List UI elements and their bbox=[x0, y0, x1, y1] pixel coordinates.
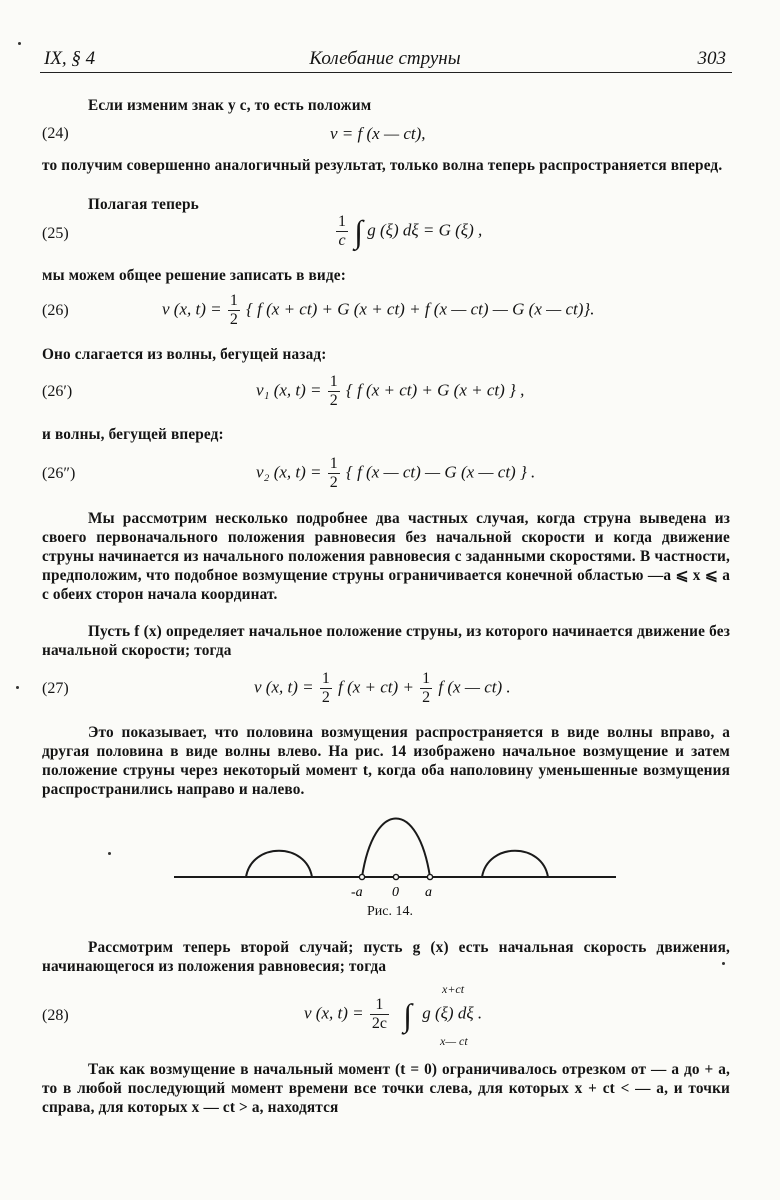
lower-limit: x— ct bbox=[440, 1034, 468, 1048]
scan-speck bbox=[18, 42, 21, 45]
denominator: 2 bbox=[321, 689, 330, 706]
denominator: 2 bbox=[422, 689, 431, 706]
figure-14-diagram bbox=[172, 802, 622, 902]
denominator: 2 bbox=[329, 392, 338, 409]
paragraph-4: мы можем общее решение записать в виде: bbox=[42, 267, 346, 284]
numerator: 1 bbox=[338, 213, 346, 230]
paragraph-2: то получим совершенно аналогичный результат, только волна теперь распространяется вперед. bbox=[42, 157, 723, 174]
paragraph-1: Если изменим знак у c, то есть положим bbox=[88, 97, 372, 114]
eq-mid: f (x + ct) + bbox=[338, 677, 414, 697]
equation-26-prime bbox=[42, 373, 732, 413]
denominator: 2 bbox=[229, 311, 238, 328]
point-minus-a bbox=[359, 874, 364, 879]
equation-number: (26″) bbox=[42, 465, 76, 482]
fraction bbox=[420, 670, 432, 707]
header-rule bbox=[40, 72, 732, 73]
eq-lhs: v (x, t) = bbox=[304, 1003, 364, 1023]
paragraph-10: Рассмотрим теперь второй случай; пусть g (x) есть начальная скорость движения, начинающегося из положения равновесия; тогда bbox=[42, 939, 730, 975]
numerator: 1 bbox=[229, 292, 238, 309]
numerator: 1 bbox=[329, 373, 338, 390]
equation-26 bbox=[42, 292, 732, 332]
point-a bbox=[427, 874, 432, 879]
equation-body bbox=[256, 373, 524, 410]
integral-sign: ∫ bbox=[354, 213, 364, 250]
numerator: 1 bbox=[422, 670, 431, 687]
fraction bbox=[370, 996, 389, 1033]
page-number: 303 bbox=[697, 48, 726, 69]
label-zero: 0 bbox=[392, 885, 399, 900]
equation-number: (26′) bbox=[42, 383, 73, 400]
denominator: c bbox=[338, 232, 346, 249]
fraction bbox=[320, 670, 332, 707]
paragraph-3: Полагая теперь bbox=[88, 196, 199, 213]
label-a: a bbox=[425, 885, 432, 900]
eq-rhs: g (ξ) dξ = G (ξ) , bbox=[367, 220, 483, 240]
eq-rhs: f (x — ct) . bbox=[438, 677, 511, 697]
eq-lhs: v (x, t) = bbox=[254, 677, 314, 697]
fraction bbox=[228, 292, 240, 329]
equation-number: (24) bbox=[42, 125, 69, 142]
eq-rhs: f (x — ct), bbox=[357, 124, 426, 143]
equation-24 bbox=[42, 121, 732, 161]
paragraph-11: Так как возмущение в начальный момент (t = 0) ограничивалось отрезком от — a до + a, то в любой последующий момент времени все точки слева, для которых x + ct < — a, и точки справа, для которых x — ct > a, находятся bbox=[42, 1061, 730, 1116]
numerator: 1 bbox=[329, 455, 338, 472]
left-half-wave bbox=[246, 851, 312, 877]
paragraph-5: Оно слагается из волны, бегущей назад: bbox=[42, 346, 327, 363]
equation-25 bbox=[42, 213, 732, 263]
eq-rhs: g (ξ) dξ . bbox=[422, 1003, 483, 1023]
eq-lhs: v bbox=[330, 124, 338, 143]
scan-speck bbox=[16, 686, 19, 689]
figure-caption: Рис. 14. bbox=[367, 904, 413, 919]
eq-rhs: { f (x — ct) — G (x — ct) } . bbox=[346, 462, 536, 482]
denominator: 2 bbox=[329, 474, 338, 491]
equation-body: v = f (x — ct), bbox=[330, 124, 426, 143]
paragraph-6: и волны, бегущей вперед: bbox=[42, 426, 224, 443]
equation-number: (28) bbox=[42, 1007, 69, 1024]
integral-sign: ∫ bbox=[403, 996, 412, 1033]
denominator: 2c bbox=[371, 1015, 387, 1032]
running-header bbox=[40, 48, 730, 74]
equation-body bbox=[254, 670, 511, 707]
equation-number: (27) bbox=[42, 680, 69, 697]
upper-limit: x+ct bbox=[442, 982, 465, 996]
equation-number: (26) bbox=[42, 302, 69, 319]
fraction bbox=[328, 455, 340, 492]
paragraph-8: Пусть f (x) определяет начальное положение струны, из которого начинается движение без начальной скорости; тогда bbox=[42, 623, 730, 659]
equation-27 bbox=[42, 670, 732, 710]
eq-rhs: { f (x + ct) + G (x + ct) + f (x — ct) — G (x — ct)}. bbox=[246, 299, 595, 319]
equation-body bbox=[162, 292, 595, 329]
label-minus-a: -a bbox=[351, 885, 363, 900]
eq-lhs: v₁ (x, t) = bbox=[256, 380, 322, 400]
equation-body bbox=[304, 996, 482, 1033]
numerator: 1 bbox=[370, 996, 389, 1015]
equation-body bbox=[256, 455, 535, 492]
equation-28 bbox=[42, 982, 732, 1048]
right-half-wave bbox=[482, 851, 548, 877]
fraction bbox=[336, 213, 348, 250]
fraction bbox=[328, 373, 340, 410]
equation-26-double-prime bbox=[42, 455, 732, 495]
numerator: 1 bbox=[321, 670, 330, 687]
equation-number: (25) bbox=[42, 225, 69, 242]
chapter-title: Колебание струны bbox=[309, 48, 461, 69]
scan-speck bbox=[108, 852, 111, 855]
paragraph-7: Мы рассмотрим несколько подробнее два частных случая, когда струна выведена из своего первоначального положения равновесия без начальной скорости и когда движение струны начинается из начального положения равновесия с заданными скоростями. В частности, предположим, что подобное возмущение струны ограничивается конечной областью —a ⩽ x ⩽ a с обеих сторон начала координат. bbox=[42, 510, 730, 603]
initial-disturbance bbox=[362, 819, 430, 878]
section-label: IX, § 4 bbox=[44, 48, 96, 69]
equation-body bbox=[334, 213, 482, 250]
scan-speck bbox=[722, 962, 725, 965]
eq-lhs: v (x, t) = bbox=[162, 299, 222, 319]
eq-rhs: { f (x + ct) + G (x + ct) } , bbox=[346, 380, 525, 400]
point-zero bbox=[393, 874, 398, 879]
eq-lhs: v₂ (x, t) = bbox=[256, 462, 322, 482]
paragraph-9: Это показывает, что половина возмущения распространяется в виде волны вправо, а другая половина в виде волны влево. На рис. 14 изображено начальное возмущение и затем положение струны через некоторый момент t, когда оба наполовину уменьшенные возмущения распространились направо и налево. bbox=[42, 724, 730, 798]
